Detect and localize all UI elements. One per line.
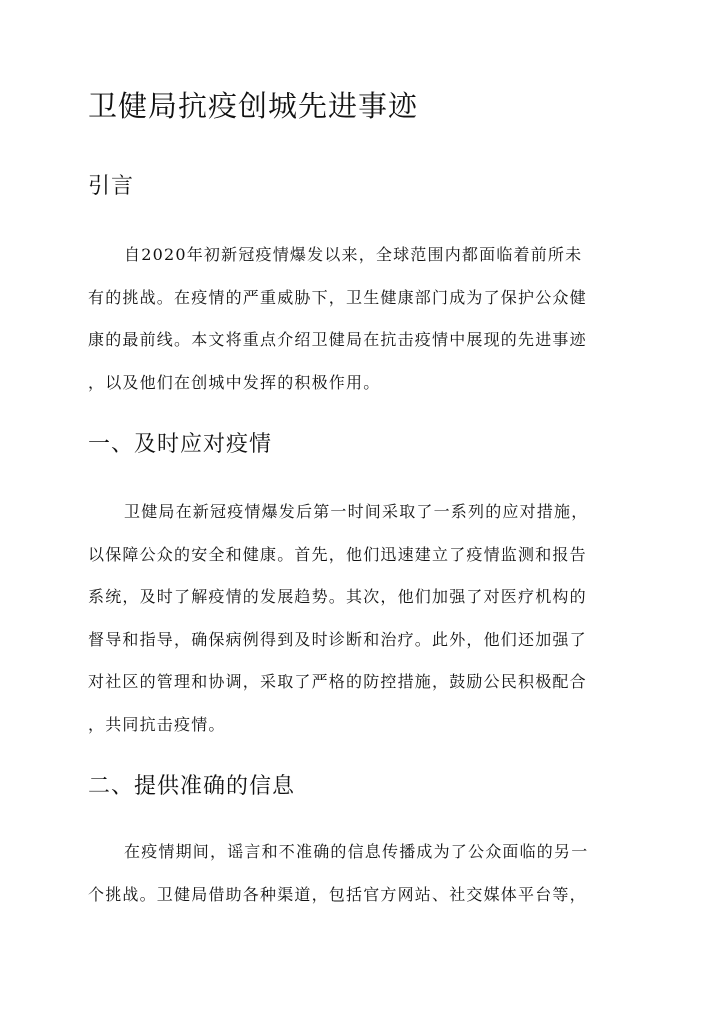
paragraph-line: 有的挑战。在疫情的严重威胁下，卫生健康部门成为了保护公众健 xyxy=(88,287,587,307)
paragraph-line: 对社区的管理和协调，采取了严格的防控措施，鼓励公民积极配合 xyxy=(88,672,587,691)
paragraph-line: 以保障公众的安全和健康。首先，他们迅速建立了疫情监测和报告 xyxy=(88,544,587,564)
paragraph-line: ，以及他们在创城中发挥的积极作用。 xyxy=(88,372,381,392)
section-heading-intro: 引言 xyxy=(88,174,135,199)
paragraph-intro xyxy=(88,234,648,404)
paragraph-line: 自2020年初新冠疫情爆发以来，全球范围内都面临着前所未 xyxy=(124,245,583,264)
paragraph-line: ，共同抗击疫情。 xyxy=(88,714,226,734)
paragraph-line: 个挑战。卫健局借助各种渠道，包括官方网站、社交媒体平台等， xyxy=(88,884,587,904)
document-title: 卫健局抗疫创城先进事迹 xyxy=(88,89,419,123)
paragraph-respond xyxy=(88,491,648,746)
paragraph-line: 卫健局在新冠疫情爆发后第一时间采取了一系列的应对措施， xyxy=(124,502,589,521)
paragraph-information xyxy=(88,831,648,916)
section-heading-respond: 一、及时应对疫情 xyxy=(88,432,273,457)
section-heading-information: 二、提供准确的信息 xyxy=(88,774,296,799)
paragraph-line: 康的最前线。本文将重点介绍卫健局在抗击疫情中展现的先进事迹 xyxy=(88,330,587,349)
paragraph-line: 系统，及时了解疫情的发展趋势。其次，他们加强了对医疗机构的 xyxy=(88,587,587,606)
paragraph-line: 督导和指导，确保病例得到及时诊断和治疗。此外，他们还加强了 xyxy=(88,629,587,649)
paragraph-line: 在疫情期间，谣言和不准确的信息传播成为了公众面临的另一 xyxy=(124,842,589,861)
